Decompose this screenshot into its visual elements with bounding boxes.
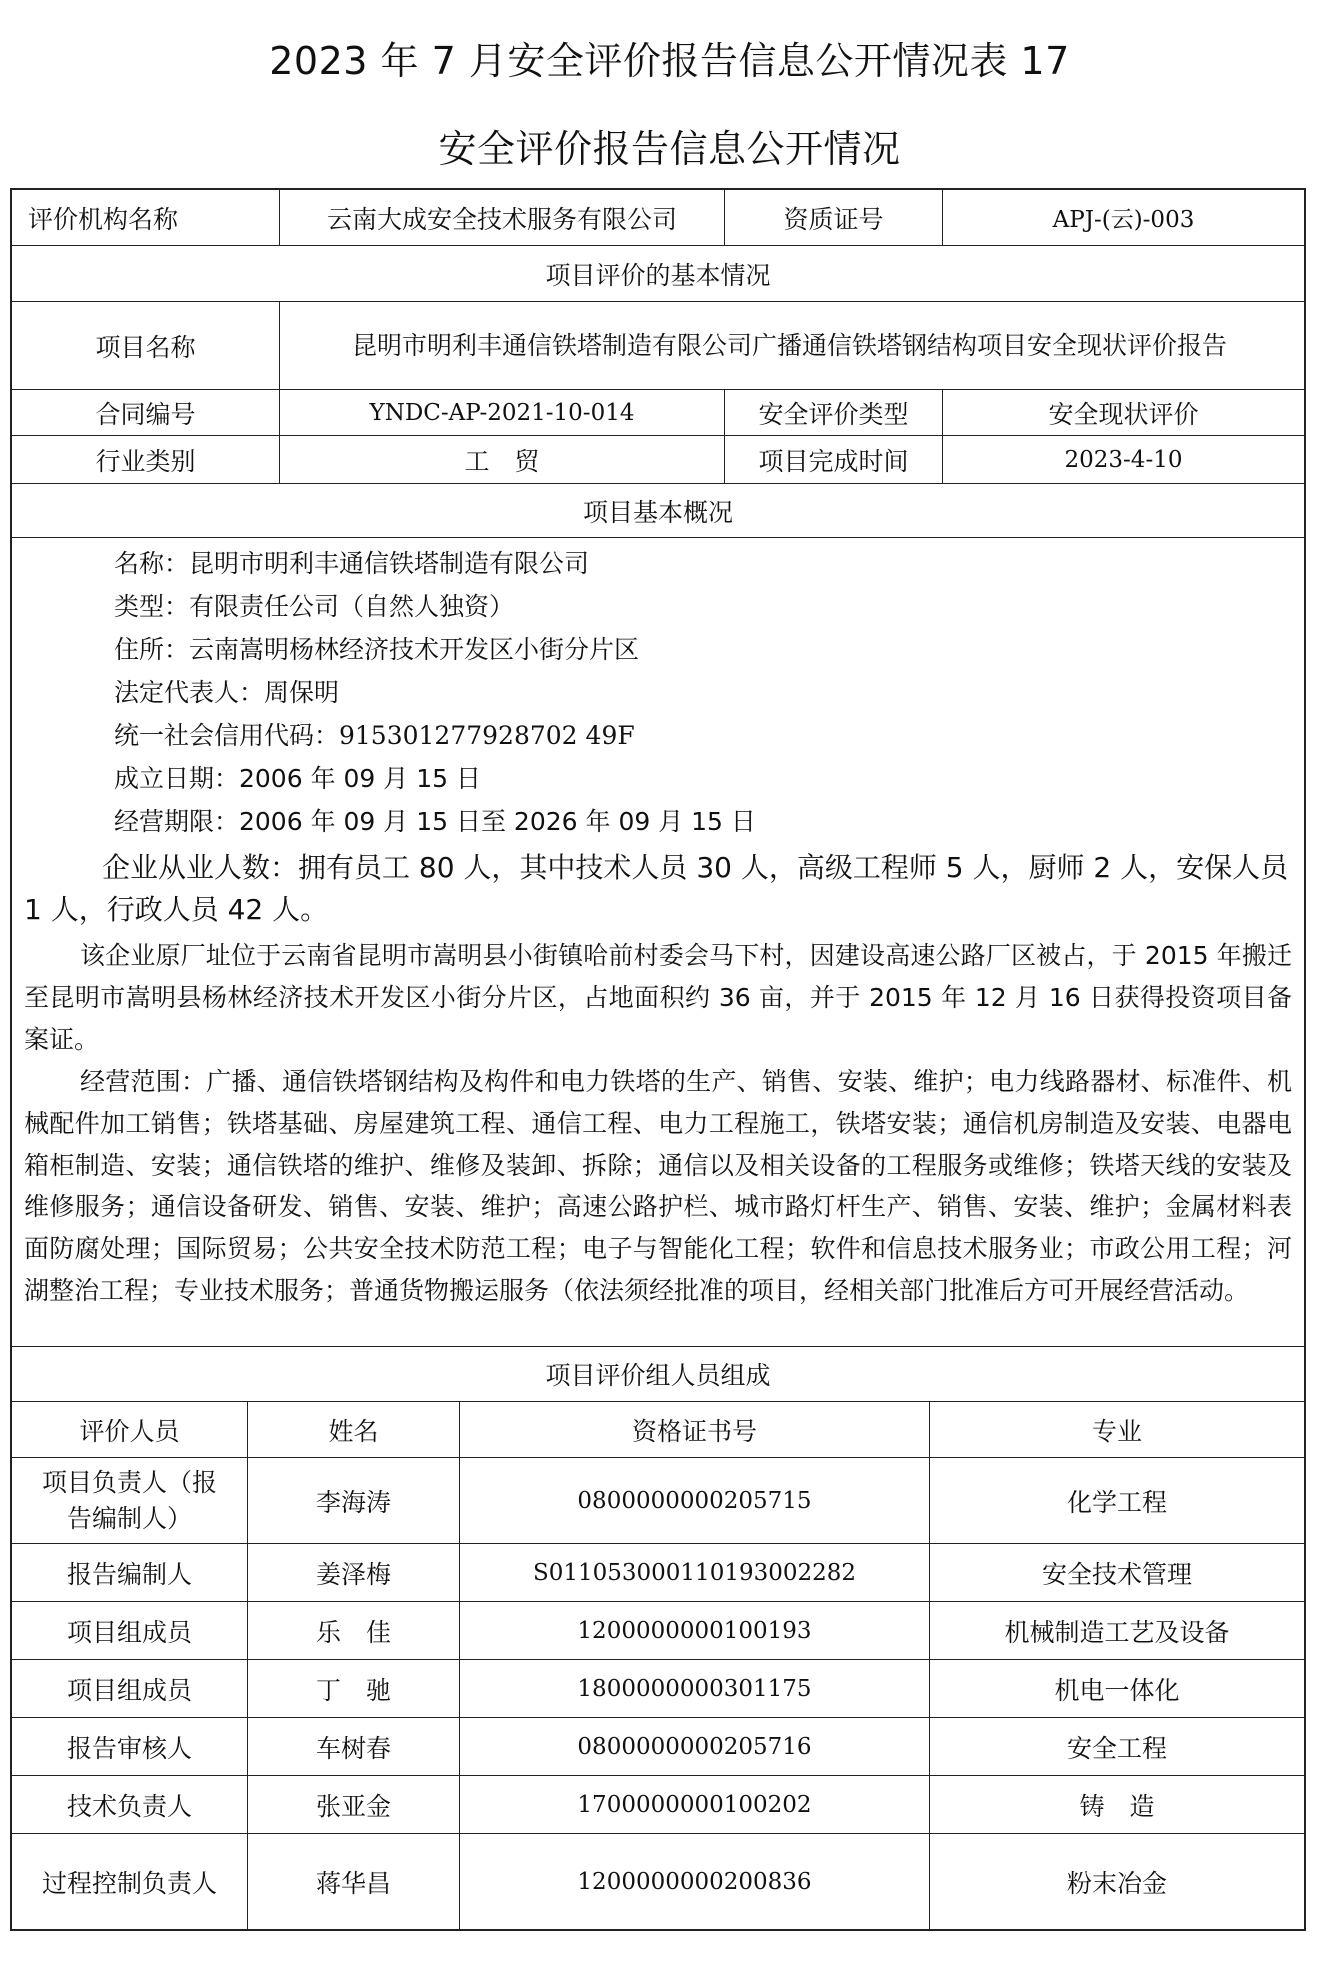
- team-cert: 1800000000301175: [460, 1660, 930, 1717]
- team-major: 机械制造工艺及设备: [1004, 1617, 1230, 1647]
- overview-line: 法定代表人：周保明: [114, 678, 340, 707]
- org-value: 云南大成安全技术服务有限公司: [280, 190, 725, 245]
- document-subtitle: 安全评价报告信息公开情况: [438, 127, 901, 171]
- document-title: 2023 年 7 月安全评价报告信息公开情况表 17: [269, 39, 1070, 83]
- overview-line: 名称：昆明市明利丰通信铁塔制造有限公司: [114, 549, 590, 578]
- team-row: [12, 1602, 1304, 1660]
- team-row: [12, 1544, 1304, 1602]
- team-name: 乐 佳: [248, 1602, 460, 1659]
- overview-line: 成立日期：2006 年 09 月 15 日: [114, 764, 481, 793]
- industry-value: 工 贸: [280, 436, 725, 483]
- team-row: [12, 1458, 1304, 1544]
- project-name-value: [280, 302, 1304, 389]
- team-cert: 0800000000205716: [460, 1718, 930, 1775]
- team-name: 李海涛: [248, 1458, 460, 1543]
- team-name: 车树春: [248, 1718, 460, 1775]
- team-name: 姜泽梅: [248, 1544, 460, 1601]
- overview-staff: 企业从业人数：拥有员工 80 人，其中技术人员 30 人，高级工程师 5 人，厨师 2 人，安保人员 1 人，行政人员 42 人。: [24, 851, 1289, 926]
- overview-header: 项目基本概况: [582, 497, 733, 527]
- team-cert: 1200000000100193: [460, 1602, 930, 1659]
- team-role: 过程控制负责人: [12, 1834, 248, 1929]
- finish-date-label: 项目完成时间: [725, 436, 943, 483]
- overview-scope: 经营范围：广播、通信铁塔钢结构及构件和电力铁塔的生产、销售、安装、维护；电力线路器材、标准件、机械配件加工销售；铁塔基础、房屋建筑工程、通信工程、电力工程施工，铁塔安装；通信机房制造及安装、电器电箱柜制造、安装；通信铁塔的维护、维修及装卸、拆除；通信以及相关设备的工程服务或维修；铁塔天线的安装及维修服务；通信设备研发、销售、安装、维护；高速公路护栏、城市路灯杆生产、销售、安装、维护；金属材料表面防腐处理；国际贸易；公共安全技术防范工程；电子与智能化工程；软件和信息技术服务业；市政公用工程；河湖整治工程；专业技术服务；普通货物搬运服务（依法须经批准的项目，经相关部门批准后方可开展经营活动。: [24, 1067, 1292, 1305]
- team-cert: 0800000000205715: [460, 1458, 930, 1543]
- overview-line: 统一社会信用代码：915301277928702 49F: [114, 721, 635, 750]
- eval-type-value: 安全现状评价: [1048, 399, 1199, 429]
- col-major-header: 专业: [1091, 1416, 1142, 1446]
- team-columns-row: [12, 1402, 1304, 1458]
- org-row: [12, 190, 1304, 246]
- team-major: 粉末冶金: [1066, 1868, 1167, 1898]
- team-major: 机电一体化: [1054, 1675, 1180, 1705]
- contract-row: [12, 390, 1304, 436]
- col-name-header: 姓名: [248, 1402, 460, 1457]
- project-name-label: 项目名称: [12, 302, 280, 389]
- team-row: [12, 1834, 1304, 1929]
- team-row: [12, 1776, 1304, 1834]
- basic-info-header-row: [12, 246, 1304, 302]
- industry-row: [12, 436, 1304, 484]
- team-name: 丁 驰: [248, 1660, 460, 1717]
- basic-info-header: 项目评价的基本情况: [545, 260, 771, 290]
- project-name-text: 昆明市明利丰通信铁塔制造有限公司广播通信铁塔钢结构项目安全现状评价报告: [352, 330, 1228, 360]
- overview-line: 经营期限：2006 年 09 月 15 日至 2026 年 09 月 15 日: [114, 807, 756, 836]
- team-major: 安全技术管理: [1041, 1559, 1192, 1589]
- cert-value: APJ-(云)-003: [1052, 207, 1195, 233]
- overview-line: 住所：云南嵩明杨林经济技术开发区小街分片区: [114, 635, 640, 664]
- team-role: 报告编制人: [12, 1544, 248, 1601]
- cert-label: 资质证号: [725, 190, 943, 245]
- contract-label: 合同编号: [12, 390, 280, 435]
- team-name: 蒋华昌: [248, 1834, 460, 1929]
- team-cert: S011053000110193002282: [460, 1544, 930, 1601]
- team-major: 化学工程: [1066, 1487, 1167, 1517]
- overview-line: 类型：有限责任公司（自然人独资）: [114, 592, 515, 621]
- team-role: 项目组成员: [12, 1660, 248, 1717]
- team-major: 铸 造: [1079, 1791, 1155, 1821]
- finish-date-value: 2023-4-10: [1064, 446, 1183, 473]
- team-name: 张亚金: [248, 1776, 460, 1833]
- project-name-row: [12, 302, 1304, 390]
- team-role: 技术负责人: [12, 1776, 248, 1833]
- team-role: 项目组成员: [12, 1602, 248, 1659]
- contract-value: YNDC-AP-2021-10-014: [280, 390, 725, 435]
- team-cert: 1700000000100202: [460, 1776, 930, 1833]
- team-header: 项目评价组人员组成: [545, 1361, 771, 1390]
- info-table: [10, 188, 1306, 1931]
- team-role: 报告审核人: [12, 1718, 248, 1775]
- team-role: 项目负责人（报告编制人）: [12, 1458, 248, 1543]
- team-row: [12, 1718, 1304, 1776]
- team-cert: 1200000000200836: [460, 1834, 930, 1929]
- org-label: 评价机构名称: [12, 190, 280, 245]
- eval-type-label: 安全评价类型: [725, 390, 943, 435]
- overview-block: [12, 542, 1304, 1362]
- team-header-row: [12, 1346, 1304, 1402]
- team-major: 安全工程: [1066, 1733, 1167, 1763]
- overview-header-row: [12, 484, 1304, 538]
- industry-label: 行业类别: [12, 436, 280, 483]
- col-role-header: 评价人员: [12, 1402, 248, 1457]
- col-cert-header: 资格证书号: [460, 1402, 930, 1457]
- overview-history: 该企业原厂址位于云南省昆明市嵩明县小街镇哈前村委会马下村，因建设高速公路厂区被占，于 2015 年搬迁至昆明市嵩明县杨林经济技术开发区小街分片区，占地面积约 36 亩，并于 2015 年 12 月 16 日获得投资项目备案证。: [24, 941, 1292, 1054]
- team-row: [12, 1660, 1304, 1718]
